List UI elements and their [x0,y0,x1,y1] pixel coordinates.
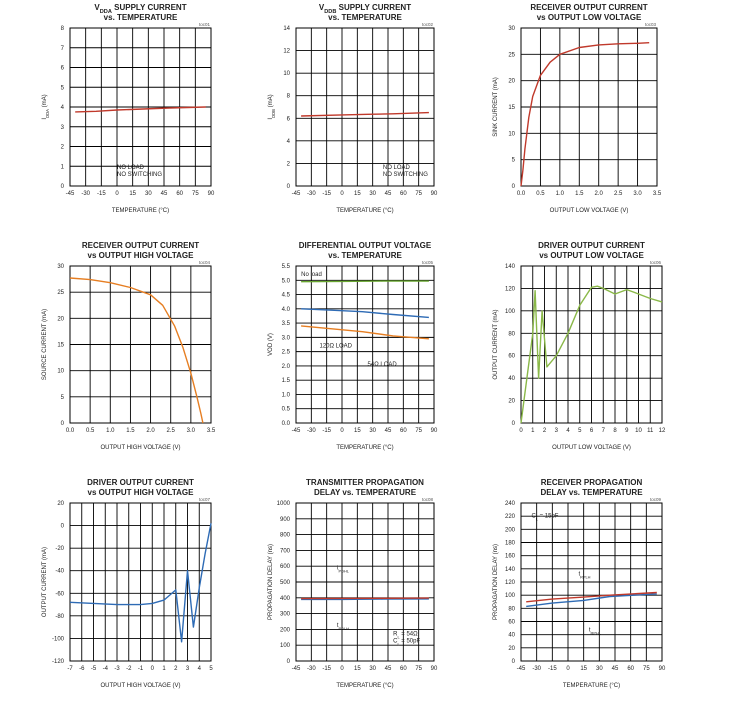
x-tick-label: 0.0 [516,191,526,197]
y-tick-label: 5 [511,157,515,164]
y-tick-label: 0.0 [281,421,290,427]
annotation: $R_L = 54\Omega$ [393,631,418,640]
x-tick-label: 3.5 [652,191,662,197]
y-tick-label: 100 [279,643,290,650]
y-tick-label: 40 [508,376,515,383]
y-tick-label: 200 [279,627,290,634]
y-tick-label: 2.5 [281,349,290,356]
y-tick-label: 400 [279,595,290,602]
x-tick-label: 45 [160,191,168,197]
x-axis-label: OUTPUT HIGH VOLTAGE (V) [100,445,181,451]
x-tick-label: 30 [369,666,377,672]
y-axis-label: OUTPUT CURRENT (mA) [42,546,48,618]
x-tick-label: -1 [137,666,144,672]
y-tick-label: 140 [504,264,515,270]
plot-frame [296,266,434,423]
y-tick-label: -20 [55,546,64,553]
y-tick-label: 4.5 [281,292,290,299]
toc-label: toc03 [644,22,656,27]
y-tick-label: 4.0 [281,306,290,313]
x-axis-label: OUTPUT LOW VOLTAGE (V) [552,445,631,451]
x-tick-label: -5 [90,666,97,672]
x-tick-label: 0 [340,666,344,672]
chart-title-line: vs OUTPUT HIGH VOLTAGE [87,251,194,260]
toc-label: toc09 [649,497,661,502]
x-tick-label: -2 [126,666,132,672]
x-tick-label: 15 [129,191,137,197]
y-axis-label: $I_{DDA}$ (mA) [42,94,50,120]
y-tick-label: 7 [60,45,64,52]
x-tick-label: 0 [566,666,570,672]
x-tick-label: 2.5 [166,428,175,434]
chart-toc05 [268,241,438,451]
y-tick-label: 30 [508,26,515,32]
y-axis-label: $I_{DDB}$ (mA) [268,94,276,120]
x-axis-label: TEMPERATURE (°C) [111,208,170,214]
x-tick-label: -15 [96,191,106,197]
x-tick-label: 9 [625,428,629,434]
x-tick-label: 75 [415,666,423,672]
y-tick-label: 0 [60,421,64,427]
x-tick-label: 5 [209,666,213,672]
y-tick-label: 15 [508,105,515,111]
series-line-no-load-no-switching [301,113,429,116]
x-tick-label: 90 [430,191,438,197]
annotation: NO SWITCHING [117,172,162,179]
y-tick-label: 6 [60,65,64,72]
series-line-trplh [526,593,657,602]
x-tick-label: 90 [658,666,666,672]
series-line-tpdlh [301,598,429,599]
x-tick-label: 2.0 [146,428,155,434]
toc-label: toc07 [198,497,210,502]
x-tick-label: 3.0 [633,191,642,197]
y-tick-label: 160 [504,553,515,560]
y-tick-label: 0 [286,184,290,190]
x-tick-label: 3 [185,666,190,672]
chart-title-line: DRIVER OUTPUT CURRENT [87,478,194,487]
x-tick-label: 7 [601,428,605,434]
toc-label: toc02 [421,22,433,27]
y-tick-label: 3 [60,124,64,131]
y-tick-label: 700 [279,548,290,555]
y-tick-label: 5.0 [281,278,290,285]
annotation: NO LOAD [117,165,145,172]
y-tick-label: 180 [504,540,515,547]
x-tick-label: 45 [384,191,392,197]
x-tick-label: -45 [65,191,75,197]
chart-title-line: DELAY vs. TEMPERATURE [540,488,643,497]
x-tick-label: 1 [162,666,166,672]
chart-title-line: DRIVER OUTPUT CURRENT [538,241,645,250]
x-tick-label: -15 [322,666,332,672]
x-tick-label: -45 [291,428,301,434]
y-axis-label: SINK CURRENT (mA) [493,77,499,137]
x-tick-label: -15 [322,428,332,434]
y-tick-label: -100 [51,636,64,643]
x-tick-label: -6 [79,666,85,672]
x-tick-label: 5 [578,428,582,434]
chart-toc07 [42,478,213,689]
chart-title-line: $V_{DDA}$ SUPPLY CURRENT [94,3,187,15]
x-tick-label: 30 [144,191,152,197]
chart-toc08 [268,478,438,689]
x-axis-label: OUTPUT HIGH VOLTAGE (V) [100,683,181,689]
y-tick-label: 900 [279,516,290,523]
annotation: NO LOAD [382,165,410,172]
y-tick-label: 120 [504,580,515,586]
x-tick-label: 4 [566,428,570,434]
y-tick-label: 0.5 [281,406,290,413]
x-tick-label: -45 [291,666,301,672]
x-tick-label: 60 [399,666,407,672]
x-tick-label: 60 [399,191,407,197]
annotation: NO SWITCHING [382,172,428,179]
chart-toc03 [493,3,662,214]
x-tick-label: -3 [114,666,120,672]
series-line-no-load-no-switching [75,107,206,112]
y-tick-label: 20 [508,78,515,85]
chart-toc06 [493,241,666,451]
chart-title-line: vs. TEMPERATURE [328,251,402,260]
y-tick-label: 0 [286,659,290,665]
toc-label: toc01 [198,22,210,27]
y-axis-label: PROPAGATION DELAY (ns) [493,544,499,620]
annotation: $C_L = 50pF$ [393,638,421,647]
x-tick-label: 45 [384,666,392,672]
y-tick-label: 14 [283,26,290,32]
chart-title-line: RECEIVER PROPAGATION [540,478,643,487]
x-tick-label: 0 [340,191,344,197]
y-tick-label: 20 [508,398,515,405]
y-tick-label: 100 [504,593,515,600]
y-tick-label: 8 [60,26,64,32]
x-tick-label: 90 [430,428,438,434]
x-tick-label: 0 [150,666,154,672]
y-tick-label: 40 [508,632,515,639]
x-tick-label: 15 [353,666,361,672]
chart-title-line: TRANSMITTER PROPAGATION [306,478,424,487]
y-tick-label: 220 [504,514,515,521]
x-tick-label: 3 [554,428,558,434]
y-tick-label: 3.5 [281,321,290,328]
toc-label: toc05 [421,260,433,265]
x-tick-label: 10 [635,428,642,434]
x-tick-label: 2.0 [594,191,603,197]
chart-title-line: DELAY vs. TEMPERATURE [313,488,417,497]
x-tick-label: -4 [102,666,108,672]
y-tick-label: 15 [57,342,64,349]
y-tick-label: 0 [511,184,515,190]
x-tick-label: -30 [306,191,316,197]
y-tick-label: 1.5 [281,378,290,385]
x-tick-label: 30 [369,428,377,434]
y-tick-label: 20 [508,645,515,652]
y-tick-label: 10 [508,131,515,138]
y-tick-label: 10 [57,368,64,375]
annotation: 54Ω LOAD [367,361,397,368]
x-tick-label: 0 [340,428,344,434]
y-tick-label: 12 [283,48,290,55]
x-tick-label: 30 [369,191,377,197]
y-tick-label: 60 [508,619,515,626]
toc-label: toc04 [198,260,210,265]
x-tick-label: 4 [197,666,201,672]
annotation: No load [301,271,322,278]
x-tick-label: -45 [291,191,301,197]
x-tick-label: 30 [595,666,603,672]
x-tick-label: 45 [384,428,392,434]
y-tick-label: 80 [508,606,515,613]
x-tick-label: 6 [589,428,594,434]
y-tick-label: 0 [60,184,64,190]
y-tick-label: 1 [60,164,64,171]
y-tick-label: 300 [279,611,290,618]
x-tick-label: -15 [322,191,332,197]
chart-title-line: vs. TEMPERATURE [103,13,178,22]
x-tick-label: 0 [519,428,523,434]
chart-toc01 [42,3,215,214]
chart-title-line: vs. TEMPERATURE [328,13,402,22]
y-axis-label: VOD (V) [268,333,274,356]
chart-toc04 [42,241,216,451]
y-tick-label: 4 [60,105,64,111]
annotation: $t_{RPHL}$ [588,627,601,635]
x-tick-label: -15 [547,666,557,672]
y-tick-label: 80 [508,331,515,338]
x-tick-label: 15 [353,428,361,434]
y-tick-label: 120 [504,286,515,293]
x-tick-label: 1.5 [126,428,135,434]
y-tick-label: 2 [60,144,64,151]
y-tick-label: 6 [286,116,290,123]
annotation: $C_L = 15pF$ [531,513,559,521]
x-tick-label: -30 [306,428,316,434]
x-tick-label: 0.5 [536,191,545,197]
x-tick-label: -30 [81,191,91,197]
toc-label: toc06 [649,260,661,265]
y-tick-label: 20 [57,501,64,507]
y-tick-label: 25 [57,290,64,297]
y-tick-label: 10 [283,71,290,78]
x-tick-label: 75 [415,191,423,197]
y-tick-label: 1000 [276,501,290,507]
series-line-120-load [301,309,429,318]
x-tick-label: 3.5 [206,428,216,434]
x-tick-label: 8 [613,428,617,434]
y-tick-label: 500 [279,580,290,586]
x-tick-label: 11 [647,428,654,434]
x-tick-label: 1.0 [106,428,115,434]
plot-frame [296,28,434,186]
y-axis-label: PROPAGATION DELAY (ns) [268,544,274,620]
y-tick-label: 5.5 [281,264,290,270]
chart-title-line: vs OUTPUT LOW VOLTAGE [539,251,644,260]
annotation: $t_{PDLH}$ [336,623,349,631]
y-tick-label: 100 [504,308,515,315]
y-tick-label: -120 [51,659,64,665]
annotation: $t_{RPLH}$ [578,571,591,579]
annotation: $t_{PDHL}$ [336,565,349,573]
y-tick-label: 800 [279,532,290,539]
y-axis-label: OUTPUT CURRENT (mA) [493,309,499,380]
toc-label: toc08 [421,497,433,502]
x-tick-label: 45 [611,666,619,672]
y-tick-label: 140 [504,566,515,573]
y-tick-label: 30 [57,264,64,270]
y-tick-label: 25 [508,52,515,59]
x-tick-label: 2 [174,666,178,672]
x-tick-label: 1.0 [555,191,565,197]
chart-toc02 [268,3,438,214]
y-tick-label: -40 [55,568,64,575]
y-tick-label: 1.0 [281,392,290,399]
x-tick-label: -30 [532,666,542,672]
y-tick-label: -80 [55,613,64,620]
chart-title-line: vs OUTPUT HIGH VOLTAGE [87,488,194,497]
series-line-54-load [301,326,429,339]
y-tick-label: 4 [286,138,290,145]
x-tick-label: 0.0 [65,428,75,434]
x-tick-label: 90 [430,666,438,672]
x-tick-label: 60 [399,428,407,434]
y-tick-label: 0 [60,523,64,530]
x-axis-label: TEMPERATURE (°C) [336,683,394,689]
x-tick-label: 60 [176,191,184,197]
x-tick-label: -30 [306,666,316,672]
y-tick-label: 240 [504,501,515,507]
y-tick-label: 2 [286,161,290,168]
x-tick-label: 1 [531,428,535,434]
x-tick-label: 12 [658,428,666,434]
x-axis-label: TEMPERATURE (°C) [336,208,394,214]
x-tick-label: 3.0 [186,428,196,434]
x-tick-label: -45 [516,666,526,672]
x-axis-label: TEMPERATURE (°C) [562,683,621,689]
y-tick-label: 0 [511,421,515,427]
x-tick-label: 75 [191,191,199,197]
y-tick-label: 600 [279,564,290,571]
x-tick-label: 0.5 [85,428,95,434]
y-tick-label: 0 [511,659,515,665]
y-tick-label: 5 [60,394,64,401]
y-tick-label: 5 [60,85,64,92]
x-axis-label: OUTPUT LOW VOLTAGE (V) [549,208,629,214]
y-tick-label: 8 [286,93,290,100]
y-tick-label: 2.0 [281,363,290,370]
x-tick-label: 15 [353,191,361,197]
x-tick-label: 0 [115,191,119,197]
y-tick-label: -60 [55,591,64,598]
y-tick-label: 200 [504,527,515,534]
y-axis-label: SOURCE CURRENT (mA) [42,308,48,381]
x-tick-label: 90 [207,191,215,197]
chart-toc09 [493,478,666,689]
x-tick-label: 15 [580,666,588,672]
chart-title-line: RECEIVER OUTPUT CURRENT [530,3,648,12]
x-tick-label: 2 [542,428,547,434]
x-tick-label: -7 [67,666,73,672]
y-tick-label: 60 [508,353,515,360]
x-tick-label: 2.5 [613,191,623,197]
chart-title-line: RECEIVER OUTPUT CURRENT [81,241,200,250]
annotation: 120Ω LOAD [319,343,353,350]
x-axis-label: TEMPERATURE (°C) [336,445,394,451]
y-tick-label: 3.0 [281,335,290,342]
chart-title-line: vs OUTPUT LOW VOLTAGE [536,13,642,22]
x-tick-label: 60 [627,666,635,672]
x-tick-label: 75 [415,428,423,434]
chart-title-line: DIFFERENTIAL OUTPUT VOLTAGE [298,241,432,250]
chart-title-line: $V_{DDB}$ SUPPLY CURRENT [318,3,412,15]
x-tick-label: 75 [642,666,650,672]
x-tick-label: 1.5 [575,191,584,197]
y-tick-label: 20 [57,316,64,323]
series-line-no-load [301,281,429,282]
